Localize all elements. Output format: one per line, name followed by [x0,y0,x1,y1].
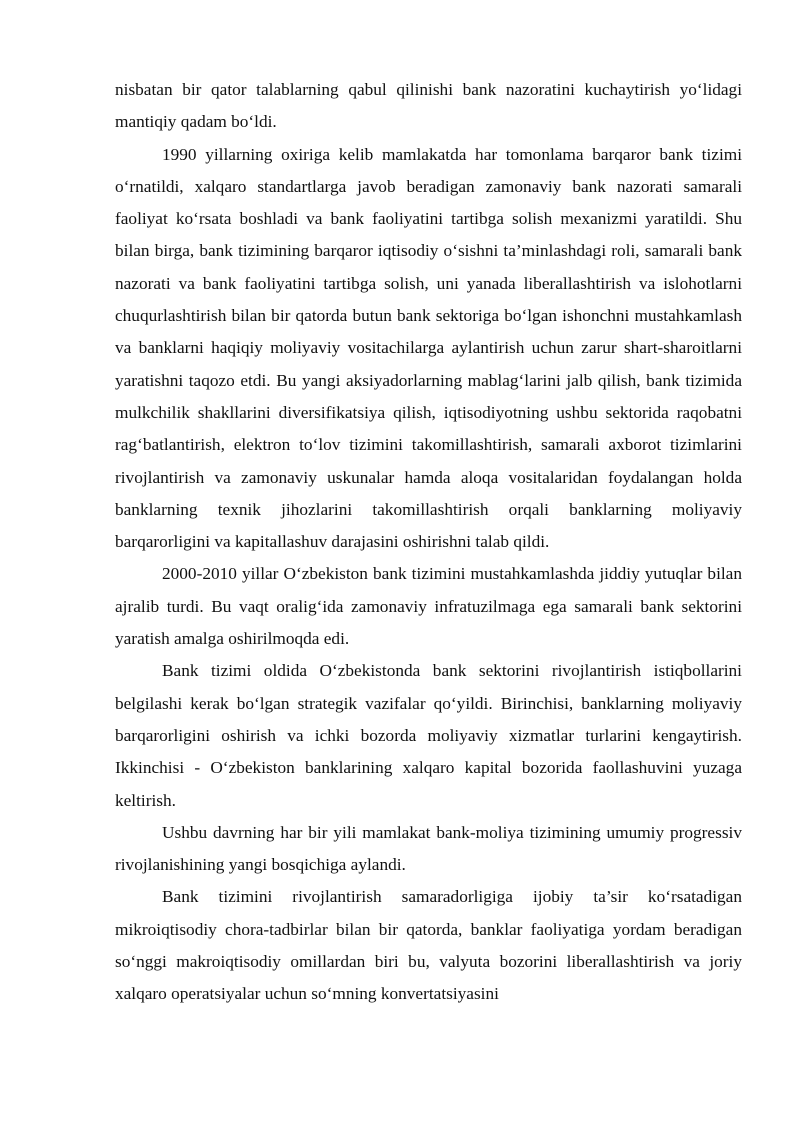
paragraph-2: 1990 yillarning oxiriga kelib mamlakatda har tomonlama barqaror bank tizimi o‘rnatildi, xalqaro standartlarga javob beradigan zamonaviy bank nazorati samarali faoliyat ko‘rsata boshladi va bank faoliyatini tartibga solish mexanizmi yaratildi. Shu bilan birga, bank tizimining barqaror iqtisodiy o‘sishni ta’minlashdagi roli, samarali bank nazorati va bank faoliyatini tartibga solish, uni yanada liberallashtirish va islohotlarni chuqurlashtirish bilan bir qatorda butun bank sektoriga bo‘lgan ishonchni mustahkamlash va banklarni haqiqiy moliyaviy vositachilarga aylantirish uchun zarur shart-sharoitlarni yaratishni taqozo etdi. Bu yangi aksiyadorlarning mablag‘larini jalb qilish, bank tizimida mulkchilik shakllarini diversifikatsiya qilish, iqtisodiyotning ushbu sektorida raqobatni rag‘batlantirish, elektron to‘lov tizimini takomillashtirish, samarali axborot tizimlarini rivojlantirish va zamonaviy uskunalar hamda aloqa vositalaridan foydalangan holda banklarning texnik jihozlarini takomillashtirish orqali banklarning moliyaviy barqarorligini va kapitallashuv darajasini oshirishni talab qildi. [115,144,742,552]
document-page [115,74,742,1011]
paragraph-4: Bank tizimi oldida O‘zbekistonda bank sektorini rivojlantirish istiqbollarini belgilashi kerak bo‘lgan strategik vazifalar qo‘yildi. Birinchisi, banklarning moliyaviy barqarorligini oshirish va ichki bozorda moliyaviy xizmatlar turlarini kengaytirish. Ikkinchisi - O‘zbekiston banklarining xalqaro kapital bozorida faollashuvini yuzaga keltirish. [115,661,742,810]
paragraph-6: Bank tizimini rivojlantirish samaradorligiga ijobiy ta’sir ko‘rsatadigan mikroiqtisodiy chora-tadbirlar bilan bir qatorda, banklar faoliyatiga yordam beradigan so‘nggi makroiqtisodiy omillardan biri bu, valyuta bozorini liberallashtirish va joriy xalqaro operatsiyalar uchun so‘mning konvertatsiyasini [115,887,742,1004]
paragraph-1: nisbatan bir qator talablarning qabul qilinishi bank nazoratini kuchaytirish yo‘lidagi mantiqiy qadam bo‘ldi. [115,80,742,132]
paragraph-5: Ushbu davrning har bir yili mamlakat bank-moliya tizimining umumiy progressiv rivojlanishining yangi bosqichiga aylandi. [115,822,742,875]
paragraph-3: 2000-2010 yillar O‘zbekiston bank tizimini mustahkamlashda jiddiy yutuqlar bilan ajralib turdi. Bu vaqt oralig‘ida zamonaviy infratuzilmaga ega samarali bank sektorini yaratish amalga oshirilmoqda edi. [115,564,742,649]
